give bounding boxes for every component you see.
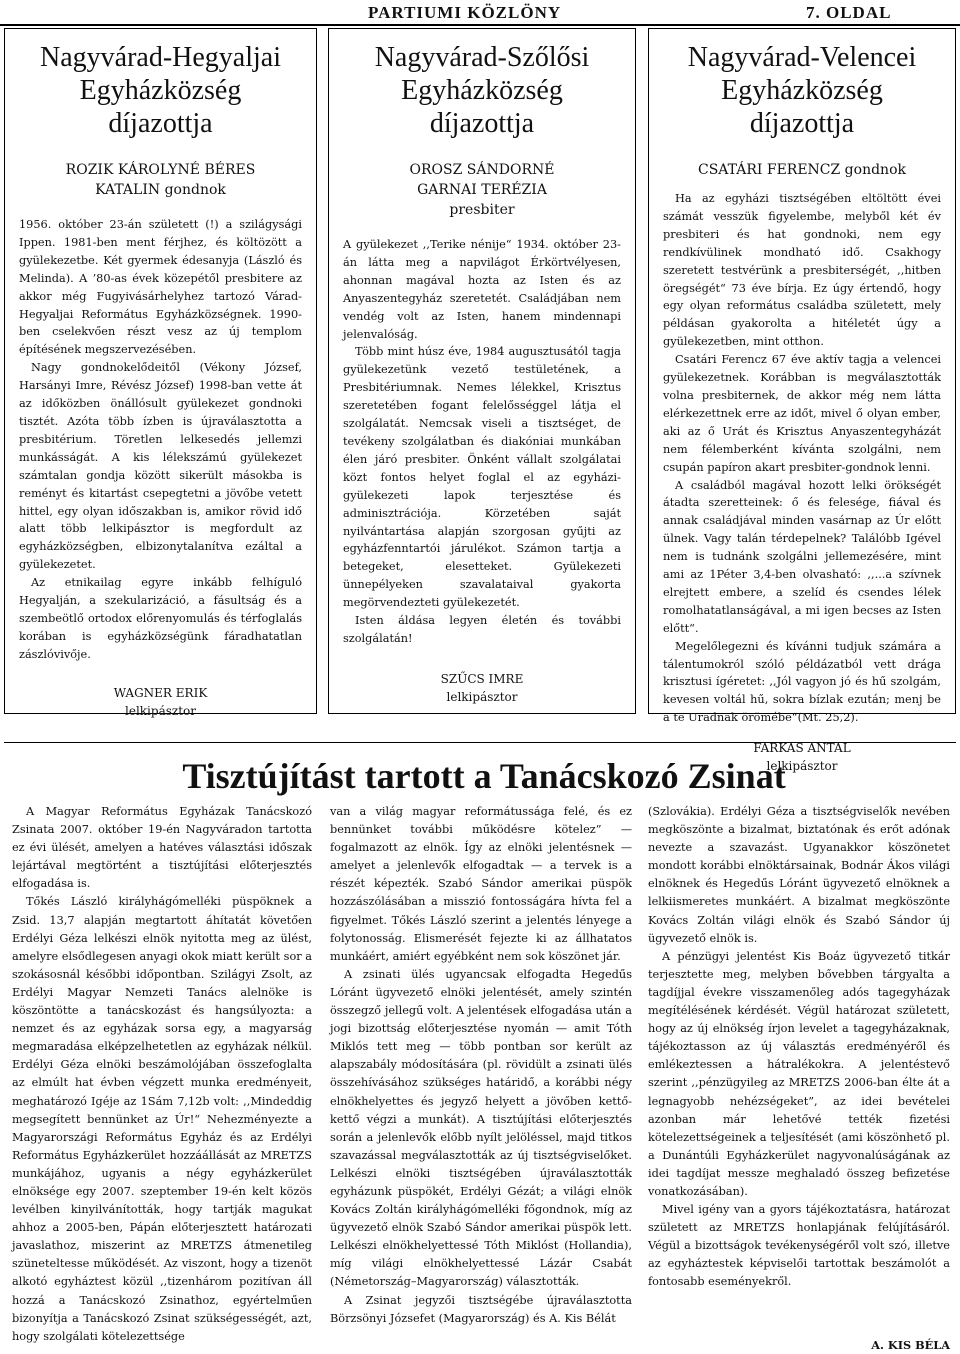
signature-name: WAGNER ERIK [113,685,208,700]
paragraph: (Szlovákia). Erdélyi Géza a tisztségviselők nevében megköszönte a bizalmat, biztatónak és erőt adónak nevezte a szavazást. Ugyanakkor köszönetet mondott korábbi elnöktársainak, Bodnár Ákos világi elnöknek és Hegedűs Lóránt ügyvezető elnöknek a lelkiismeretes munkáért. A bizalmat megköszönte Kovács Zoltán világi elnök és Szabó Sándor új ügyvezető elnök is. [648,805,950,945]
award-box-szolosi [328,28,636,714]
title-line: díjazottja [749,108,855,139]
publication-name: PARTIUMI KÖZLÖNY [368,3,562,22]
title-line: Nagyvárad-Hegyaljai [40,42,281,73]
subtitle-line: KATALIN gondnok [95,182,226,198]
box-subtitle [343,160,621,220]
box-signature [5,684,316,720]
title-line: díjazottja [108,108,213,139]
paragraph: Az etnikailag egyre inkább felhíguló Hegyalján, a szekularizáció, a fásultság és a szembeötlő ortodox előrenyomulás és térfoglalás korában is egyházközségünk fáradhatatlan zászlóvivője. [19,576,302,661]
paragraph: 1956. október 23-án született (!) a szilágysági Ippen. 1981-ben ment férjhez, és költözött a gyülekezetbe. Két gyermek édesanyja (László és Melinda). A ’80-as évek közepétől presbitere az akkor még Fugyivásárhelyhez tartozó Várad-Hegyaljai Református Egyházközségnek. 1990-ben cselekvően részt vesz az új templom építésének megszervezésében. [19,218,302,357]
box-text [329,236,635,648]
subtitle-line: presbiter [449,202,515,218]
paragraph: Nagy gondnokelődeitől (Vékony József, Harsányi Imre, Révész József) 1998-ban vette át az időközben önállósult gyülekezet gondnoki tisztét. Azóta több ízben is újraválasztotta a presbitérium. Töretlen lelkesedés jellemzi munkásságát. A kis lélekszámú gyülekezet számtalan gondja között sikerült másokba is reményt és kitartást csepegtetni a jövőbe vetett hittel, egy olyan időszakban is, amikor rövid idő alatt több lelkipásztor is megfordult az egyházközségben, elbizonytalanítva ezáltal a gyülekezetet. [19,361,302,572]
paragraph: A Zsinat jegyzői tisztségébe újraválasztotta Börzsönyi Józsefet (Magyarország) és A. Kis Bélát [330,1293,632,1325]
title-line: díjazottja [429,108,535,139]
box-subtitle [19,160,302,200]
subtitle-line: ROZIK KÁROLYNÉ BÉRES [65,162,256,178]
box-title [649,41,955,140]
paragraph: A Magyar Református Egyházak Tanácskozó Zsinata 2007. október 19-én Nagyváradon tartotta ez évi ülését, amelyen a hatéves választási időszak lejártával megtörtént a tisztújítási előterjesztés elfogadása is. [12,805,312,891]
box-subtitle [663,160,941,180]
paragraph: A gyülekezet ,,Terike nénije“ 1934. október 23-án látta meg a napvilágot Érkörtvélyesen, ahonnan magával hozta az Isten és az Anyaszentegyház szeretetét. Családjában nem vendég volt az Isten, hanem mindennapi jelenvalóság. [343,238,621,341]
title-line: Egyházközség [721,75,883,106]
box-signature [329,670,635,706]
signature-role: lelkipásztor [125,703,196,718]
box-text [649,190,955,727]
title-line: Nagyvárad-Szőlősi [374,42,590,73]
article-headline: Tisztújítást tartott a Tanácskozó Zsinat [182,756,786,796]
article-signature: A. KIS BÉLA [871,1337,950,1352]
page-number: 7. OLDAL [806,3,892,22]
paragraph: Több mint húsz éve, 1984 augusztusától tagja gyülekezetünk vezető testületének, a Presbitériumnak. Nemes lélekkel, Krisztus szeretetében fogant felelősséggel látja el szolgálatát. Nemcsak viseli a tisztséget, de tevékeny szolgálatban és diakóniai munkában élen járó presbiter. Önként vállalt szolgálatai közt fontos helyet foglal el az egyházi-gyülekezeti lapok terjesztése és adminisztrációja. Körzetében saját nyilvántartása alapján szorgosan gyűjti az egyházfenntartói járulékot. Számon tartja a betegeket, elesetteket. Gyülekezeti ünnepélyeken szavalataival gyakorta megörvendezteti gyülekezetét. [343,345,621,610]
paragraph: A zsinati ülés ugyancsak elfogadta Hegedűs Lóránt ügyvezető elnöki jelentését, amely szintén összegző jellegű volt. A jelentések elfogadása után a jogi bizottság előterjesztése nyomán — amit Tóth Miklós tett meg — több pontban sor került az alapszabály módosítására (pl. rövidült a zsinati ülés összehívásához szükséges határidő, a korábbi négy elnökhelyettes és jegyző helyett a jövőben kettő-kettő végzi a munkát). A tisztújítási előterjesztés során a jelenlevők előbb nyílt jelöléssel, majd titkos szavazással megválasztották az új tisztségviselőket. Lelkészi elnöki tisztségében újraválasztották egyházunk püspökét, Erdélyi Gézát; a világi elnök Kovács Zoltán királyhágómelléki főgondnok, míg az ügyvezető elnök Szabó Sándor amerikai püspök lett. Lelkészi elnökhelyettessé Tóth Miklóst (Hollandia), míg világi elnökhelyettessé Lázár Csabát (Németország–Magyarország) választották. [330,967,632,1289]
subtitle-line: CSATÁRI FERENCZ gondnok [698,162,906,178]
signature-name: FARKAS ANTAL [753,741,851,756]
paragraph: Tőkés László királyhágómelléki püspöknek a Zsid. 13,7 alapján megtartott áhítatát követően Erdélyi Géza lelkészi elnök nyitotta meg az ülést, amelyre elsődlegesen anyagi okok miatt került sor a szokásosnál későbbi időpontban. Szilágyi Zsolt, az Erdélyi Magyar Nemzeti Tanács alelnöke is köszöntötte a tanácskozást és hangsúlyozta: a nemzet és az egyházak sorsa egy, a magyarság megmaradása elképzelhetetlen az egyházak nélkül. Erdélyi Géza elnöki beszámolójában összefoglalta az elmúlt hat évben végzett munka eredményeit, meghatározó Igéje az 1Sám 7,12b volt: ,,Mindeddig megsegített bennünket az Úr!“ Nehezményezte a Magyarországi Református Egyház és az Erdélyi Református Egyházkerület hozzáállását az MRETZS munkájához, ugyanis a négy egyházkerület elnöksége egy 2007. szeptember 19-én kelt közös levélben kinyilvánították, hogy tartják magukat ahhoz a 2005-ben, Pápán előterjesztett határozati javaslathoz, miszerint az MRETZS átmenetileg szüneteltesse működését. Az viszont, hogy a tizenöt alkotó egyháztest közül ,,tizenhárom pozitívan áll hozzá a Tanácskozó Zsinathoz, egyértelműen bizonyítja a Tanácskozó Zsinat szükségességét, azt, hogy szolgálati kötelezettsége [12,895,312,1343]
article-column-3 [648,803,950,1354]
subtitle-line: OROSZ SÁNDORNÉ [409,162,555,178]
signature-role: lelkipásztor [446,689,518,704]
paragraph: Isten áldása legyen életén és további szolgálatán! [343,614,621,645]
page-header [0,0,960,24]
title-line: Nagyvárad-Velencei [687,42,917,73]
article-section [4,742,956,1352]
paragraph: van a világ magyar reformátussága felé, és ez bennünket további működésre kötelez” — fogalmazott az elnök. Így az elnöki jelentésnek — amelyet a jelenlevők elfogadtak — a tervek is a részét képezték. Szabó Sándor amerikai püspök hozzászólásában a misszió fontosságára hívta fel a figyelmet. Tőkés László szerint a jelentés lényege a folytonosság. Elismerését fejezte ki az állhatatos munkáért, amiért egyébként nem sok köszönet jár. [330,805,632,963]
article-column-1 [12,803,312,1346]
title-line: Egyházközség [79,75,242,106]
paragraph: Mivel igény van a gyors tájékoztatásra, határozat született az MRETZS honlapjának felújításáról. Végül a bizottságok tevékenységéről volt szó, illetve az egyháztestek képviselői tartottak beszámolót a fontosabb eseményekről. [648,1203,950,1289]
paragraph: Ha az egyházi tisztségében eltöltött évei számát vesszük figyelembe, melyből két év presbiteri és hat gondnoki, nem egy rendkívülinek mondható idő. Csakhogy szeretett testvérünk a presbiterségét, ,,hitben öregségét“ 73 éve bírja. Ez úgy értendő, hogy egy olyan református családba született, mely példásan gyakorolta a hitéletét úgy a gyülekezetben, mint otthon. [663,192,941,349]
signature-name: SZŰCS IMRE [440,671,524,686]
paragraph: Csatári Ferencz 67 éve aktív tagja a velencei gyülekezetnek. Korábban is megválasztották volna presbiternek, de akkor még nem látta elérkezettnek erre az időt, mivel ő olyan ember, aki az ő Urát és Krisztus Anyaszentegyházát nem félemberként kívánta szolgálni, nem csupán papíron akart presbiter-gondnok lenni. [663,353,941,474]
award-box-hegyaljai [4,28,317,718]
box-text [5,216,316,664]
box-title [5,41,316,140]
box-title [329,41,635,140]
title-line: Egyházközség [401,75,563,106]
paragraph: Megelőlegezni és kívánni tudjuk számára a tálentumokról szóló példázatból vett drága krisztusi ígéretet: ,,Jól vagyon jó és hű szolgám, kevesen voltál hű, sokra bízlak ezután; menj be a te Uradnak örömébe“(Mt. 25,2). [663,639,941,725]
paragraph: A pénzügyi jelentést Kis Boáz ügyvezető titkár terjesztette meg, melyben bővebben tárgyalta a tagdíjjal évekre visszamenőleg adós tagegyházak megítélésének kérdését. Végül határozat született, hogy az új elnökség írjon levelet a tagegyházaknak, tájékoztasson az új választás eredményéről és emlékeztessen a hátralékokra. A jelentéstevő szerint ,,pénzügyileg az MRETZS 2006-ban élte át a legnagyobb nehézségeket”, az idei bevételei azonban már lehetővé tették fizetési kötelezettségeinek a teljesítését (ami köszönhető pl. a Dunántúli Egyházkerület nagyvonalúságának az idei tagdíjat messze meghaladó összeg befizetése vonatkozásában). [648,949,950,1198]
header-rule [0,24,960,26]
paragraph: A családból magával hozott lelki örökségét átadta szeretteinek: ő és felesége, fiával és annak családjával minden vasárnap az Úr előtt ülnek. Vagy talán térdepelnek? Találóbb Igével nem is tudnánk szolgálni jellemezésére, mint ami az 1Péter 3,4-ben olvasható: ,,...a szívnek elrejtett embere, a szelíd és csendes lélek romolhatatlanságával, a mi igen becses az Isten előtt“. [663,478,941,635]
subtitle-line: GARNAI TERÉZIA [417,182,547,198]
signature-role: lelkipásztor [766,759,838,774]
article-column-2 [330,803,632,1328]
award-box-velencei [648,28,956,774]
